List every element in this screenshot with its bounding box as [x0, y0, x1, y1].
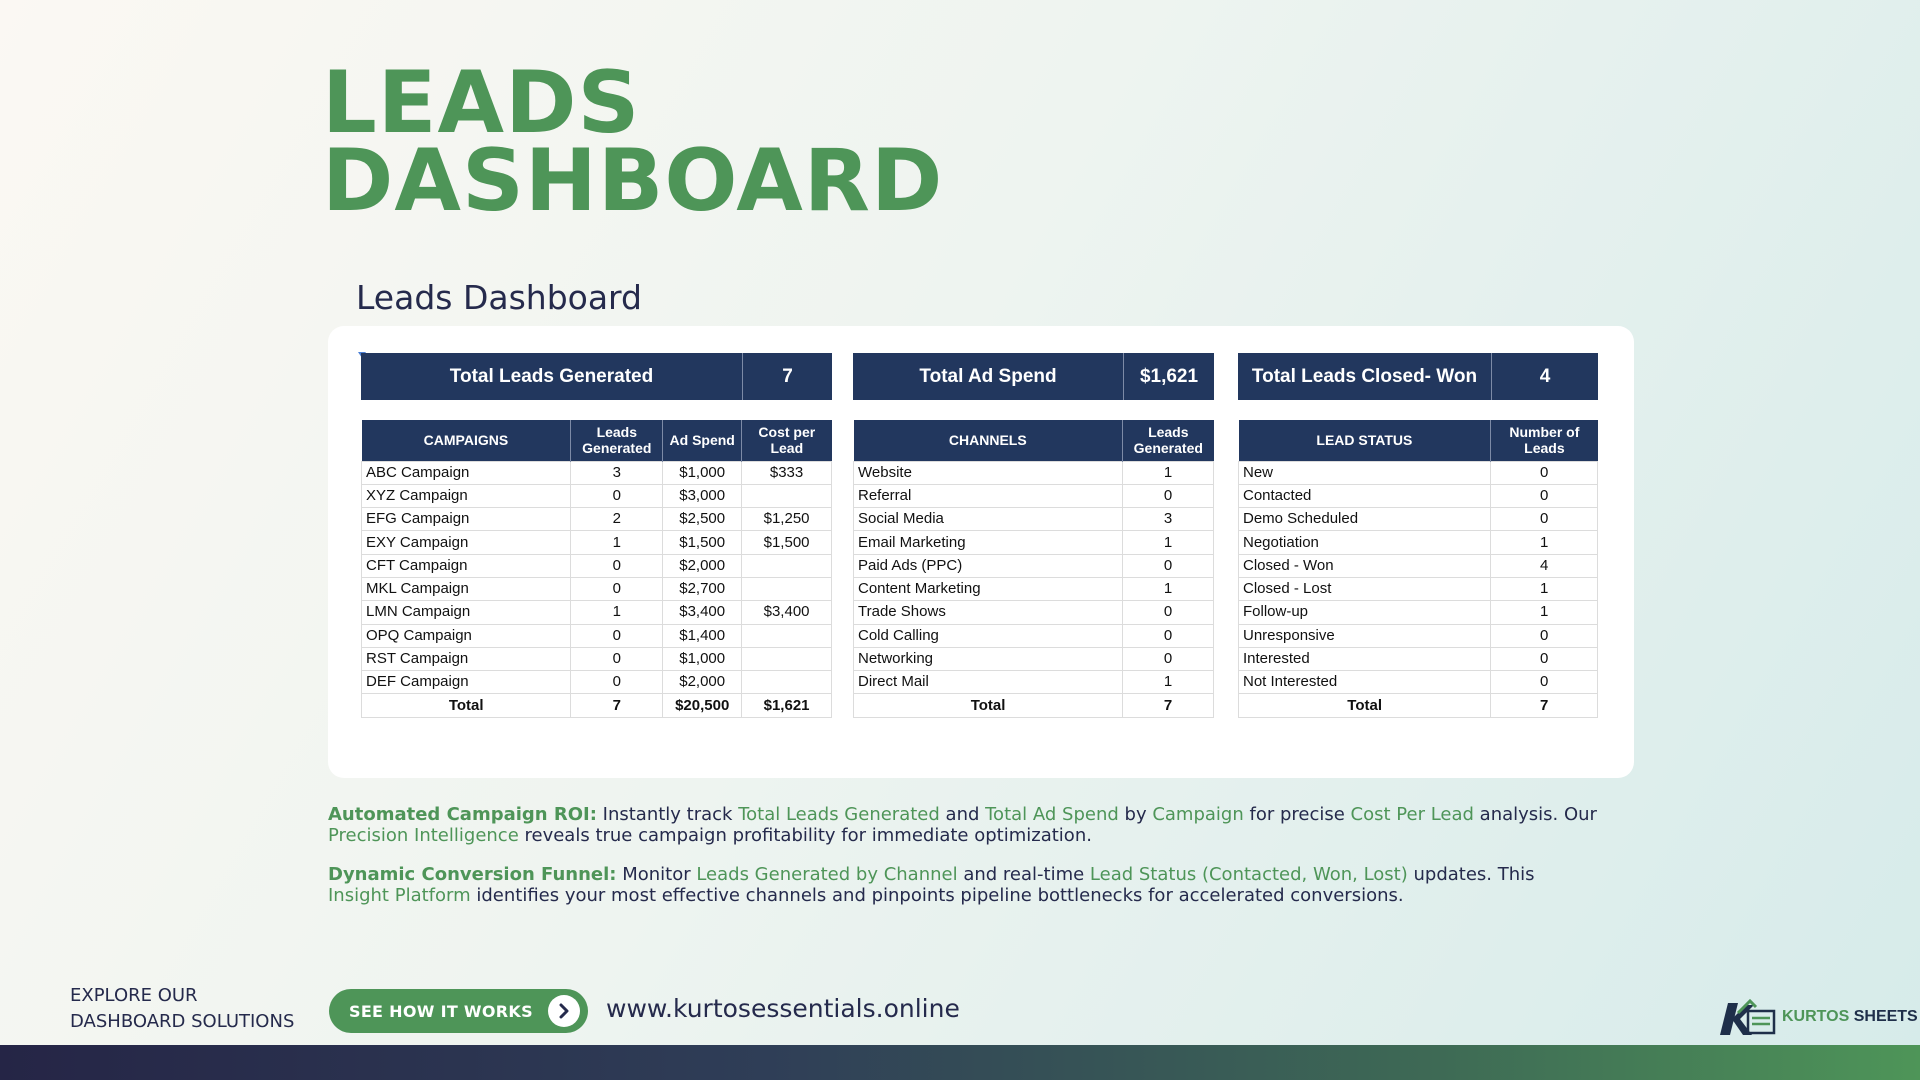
desc-text: Monitor	[616, 864, 697, 885]
kpi-value: $1,621	[1123, 353, 1214, 400]
table-cell: $2,000	[663, 671, 742, 694]
table-cell: Direct Mail	[854, 671, 1123, 694]
desc-highlight: Cost Per Lead	[1350, 804, 1474, 825]
table-cell: RST Campaign	[362, 647, 571, 670]
table-row	[854, 671, 1214, 694]
bottom-gradient-bar	[0, 1045, 1920, 1080]
table-cell: CFT Campaign	[362, 554, 571, 577]
desc-highlight: Precision Intelligence	[328, 825, 519, 846]
desc-highlight: Insight Platform	[328, 885, 471, 906]
explore-line2: DASHBOARD SOLUTIONS	[70, 1011, 295, 1032]
table-total-cell: 7	[571, 694, 663, 717]
col-header-channels: CHANNELS	[854, 420, 1123, 461]
table-cell: 1	[1491, 601, 1598, 624]
section-title: Leads Dashboard	[356, 278, 642, 317]
desc-highlight: Total Leads Generated	[738, 804, 940, 825]
kurtos-sheets-logo	[1718, 996, 1918, 1038]
table-total-row	[1239, 694, 1598, 717]
table-cell: $333	[742, 461, 832, 484]
table-row	[362, 577, 832, 600]
col-header-lead-status: LEAD STATUS	[1239, 420, 1491, 461]
col-header-cost-per-lead: Cost per Lead	[742, 420, 832, 461]
description-campaign-roi	[328, 804, 1598, 846]
table-row	[1239, 461, 1598, 484]
table-row	[1239, 624, 1598, 647]
kurtos-logo-icon	[1718, 997, 1780, 1037]
table-cell: 1	[1123, 671, 1214, 694]
table-cell: EXY Campaign	[362, 531, 571, 554]
table-cell: 1	[1491, 531, 1598, 554]
table-cell: Email Marketing	[854, 531, 1123, 554]
desc-text: identifies your most effective channels and pinpoints pipeline bottlenecks for accelerated conversions.	[470, 885, 1404, 906]
cta-label: SEE HOW IT WORKS	[349, 1001, 533, 1021]
table-cell: Follow-up	[1239, 601, 1491, 624]
table-row	[362, 647, 832, 670]
table-row	[362, 508, 832, 531]
table-cell: 1	[571, 601, 663, 624]
table-cell: 0	[1491, 461, 1598, 484]
table-cell: 1	[571, 531, 663, 554]
kpi-label: Total Ad Spend	[919, 365, 1057, 387]
desc-text: and real-time	[957, 864, 1090, 885]
col-header-number-of-leads: Number of Leads	[1491, 420, 1598, 461]
table-cell: 4	[1491, 554, 1598, 577]
kpi-total-ad-spend	[853, 353, 1214, 400]
table-cell: Unresponsive	[1239, 624, 1491, 647]
table-total-cell: $20,500	[663, 694, 742, 717]
table-cell: $3,400	[663, 601, 742, 624]
table-cell	[742, 554, 832, 577]
table-cell: Paid Ads (PPC)	[854, 554, 1123, 577]
table-cell: 0	[1123, 624, 1214, 647]
description-conversion-funnel	[328, 864, 1598, 906]
lead-status-table	[1238, 420, 1598, 718]
table-total-cell: Total	[1239, 694, 1491, 717]
logo-wordmark	[1782, 1008, 1918, 1026]
table-row	[1239, 601, 1598, 624]
table-row	[362, 484, 832, 507]
table-row	[854, 484, 1214, 507]
table-cell: Cold Calling	[854, 624, 1123, 647]
table-cell: New	[1239, 461, 1491, 484]
table-row	[854, 601, 1214, 624]
see-how-it-works-button[interactable]	[329, 989, 588, 1033]
table-cell	[742, 624, 832, 647]
kpi-label: Total Leads Closed- Won	[1251, 365, 1478, 387]
kpi-value: 7	[742, 353, 832, 400]
logo-word-sheets: SHEETS	[1849, 1008, 1918, 1025]
table-row	[854, 461, 1214, 484]
table-cell	[742, 647, 832, 670]
table-row	[1239, 531, 1598, 554]
desc-text: by	[1118, 804, 1153, 825]
table-cell: 0	[571, 671, 663, 694]
table-cell	[742, 577, 832, 600]
table-cell: Not Interested	[1239, 671, 1491, 694]
chevron-right-icon	[548, 995, 580, 1027]
table-cell: 0	[1123, 484, 1214, 507]
table-row	[362, 624, 832, 647]
desc-lead: Automated Campaign ROI:	[328, 804, 597, 825]
table-cell: MKL Campaign	[362, 577, 571, 600]
table-cell: 3	[1123, 508, 1214, 531]
table-cell: 0	[1123, 601, 1214, 624]
table-cell: 0	[1491, 484, 1598, 507]
desc-text: reveals true campaign profitability for immediate optimization.	[518, 825, 1092, 846]
table-cell: 0	[571, 484, 663, 507]
table-cell: $1,250	[742, 508, 832, 531]
table-total-cell: $1,621	[742, 694, 832, 717]
table-cell: 0	[571, 554, 663, 577]
table-cell: 1	[1491, 577, 1598, 600]
table-cell: 0	[1491, 624, 1598, 647]
table-total-cell: Total	[854, 694, 1123, 717]
table-cell: DEF Campaign	[362, 671, 571, 694]
table-cell: 0	[571, 577, 663, 600]
table-row	[854, 647, 1214, 670]
table-cell: Trade Shows	[854, 601, 1123, 624]
col-header-campaigns: CAMPAIGNS	[362, 420, 571, 461]
desc-highlight: Lead Status (Contacted, Won, Lost)	[1089, 864, 1408, 885]
explore-line1: EXPLORE OUR	[70, 985, 198, 1006]
table-row	[854, 624, 1214, 647]
table-total-cell: Total	[362, 694, 571, 717]
table-cell: 0	[1491, 508, 1598, 531]
table-total-row	[362, 694, 832, 717]
channels-table	[853, 420, 1214, 718]
kpi-value: 4	[1491, 353, 1598, 400]
table-row	[1239, 508, 1598, 531]
kpi-label: Total Leads Generated	[449, 365, 654, 387]
table-cell: 3	[571, 461, 663, 484]
table-cell: Contacted	[1239, 484, 1491, 507]
table-cell: Content Marketing	[854, 577, 1123, 600]
table-cell: $1,400	[663, 624, 742, 647]
table-cell: Negotiation	[1239, 531, 1491, 554]
table-total-cell: 7	[1123, 694, 1214, 717]
table-cell	[742, 484, 832, 507]
table-row	[1239, 554, 1598, 577]
table-cell: $1,500	[663, 531, 742, 554]
desc-highlight: Leads Generated by Channel	[696, 864, 958, 885]
table-row	[362, 601, 832, 624]
table-cell: LMN Campaign	[362, 601, 571, 624]
table-cell: Closed - Lost	[1239, 577, 1491, 600]
explore-text	[70, 983, 294, 1035]
logo-word-kurtos: KURTOS	[1782, 1008, 1850, 1025]
table-total-cell: 7	[1491, 694, 1598, 717]
table-cell: 0	[1123, 554, 1214, 577]
desc-highlight: Total Ad Spend	[985, 804, 1119, 825]
col-header-leads-generated: Leads Generated	[1123, 420, 1214, 461]
table-cell: XYZ Campaign	[362, 484, 571, 507]
table-cell: 0	[571, 647, 663, 670]
table-cell: 2	[571, 508, 663, 531]
table-cell: $2,500	[663, 508, 742, 531]
table-cell: $3,400	[742, 601, 832, 624]
campaigns-table	[361, 420, 832, 718]
hero-title-line2: DASHBOARD	[322, 131, 944, 231]
table-cell: EFG Campaign	[362, 508, 571, 531]
table-cell: Website	[854, 461, 1123, 484]
kpi-total-leads	[361, 353, 832, 400]
table-row	[362, 671, 832, 694]
table-cell: Referral	[854, 484, 1123, 507]
table-cell: $1,000	[663, 461, 742, 484]
table-total-row	[854, 694, 1214, 717]
col-header-ad-spend: Ad Spend	[663, 420, 742, 461]
table-cell: Networking	[854, 647, 1123, 670]
table-cell: Closed - Won	[1239, 554, 1491, 577]
table-cell: 1	[1123, 461, 1214, 484]
kpi-total-closed-won	[1238, 353, 1598, 400]
table-cell: 0	[1123, 647, 1214, 670]
table-row	[854, 508, 1214, 531]
table-cell: 1	[1123, 531, 1214, 554]
desc-lead: Dynamic Conversion Funnel:	[328, 864, 617, 885]
table-row	[1239, 577, 1598, 600]
table-cell: $3,000	[663, 484, 742, 507]
table-cell: $1,000	[663, 647, 742, 670]
desc-highlight: Campaign	[1152, 804, 1244, 825]
desc-text: and	[939, 804, 986, 825]
table-cell	[742, 671, 832, 694]
table-row	[1239, 671, 1598, 694]
table-cell: 0	[1491, 647, 1598, 670]
col-header-leads-generated: Leads Generated	[571, 420, 663, 461]
table-row	[362, 554, 832, 577]
table-cell: OPQ Campaign	[362, 624, 571, 647]
table-cell: ABC Campaign	[362, 461, 571, 484]
table-row	[362, 461, 832, 484]
table-cell: Interested	[1239, 647, 1491, 670]
table-cell: 0	[571, 624, 663, 647]
desc-text: analysis. Our	[1473, 804, 1597, 825]
table-cell: 0	[1491, 671, 1598, 694]
table-row	[854, 531, 1214, 554]
table-row	[1239, 484, 1598, 507]
table-cell: $2,700	[663, 577, 742, 600]
table-cell: $1,500	[742, 531, 832, 554]
table-cell: Demo Scheduled	[1239, 508, 1491, 531]
table-row	[854, 577, 1214, 600]
desc-text: Instantly track	[596, 804, 739, 825]
hero-title	[322, 53, 944, 231]
table-cell: $2,000	[663, 554, 742, 577]
table-row	[1239, 647, 1598, 670]
desc-text: for precise	[1243, 804, 1351, 825]
website-link[interactable]: www.kurtosessentials.online	[606, 994, 960, 1023]
table-row	[362, 531, 832, 554]
hero-title-line1: LEADS	[322, 53, 641, 153]
table-row	[854, 554, 1214, 577]
desc-text: updates. This	[1407, 864, 1535, 885]
table-cell: Social Media	[854, 508, 1123, 531]
table-cell: 1	[1123, 577, 1214, 600]
